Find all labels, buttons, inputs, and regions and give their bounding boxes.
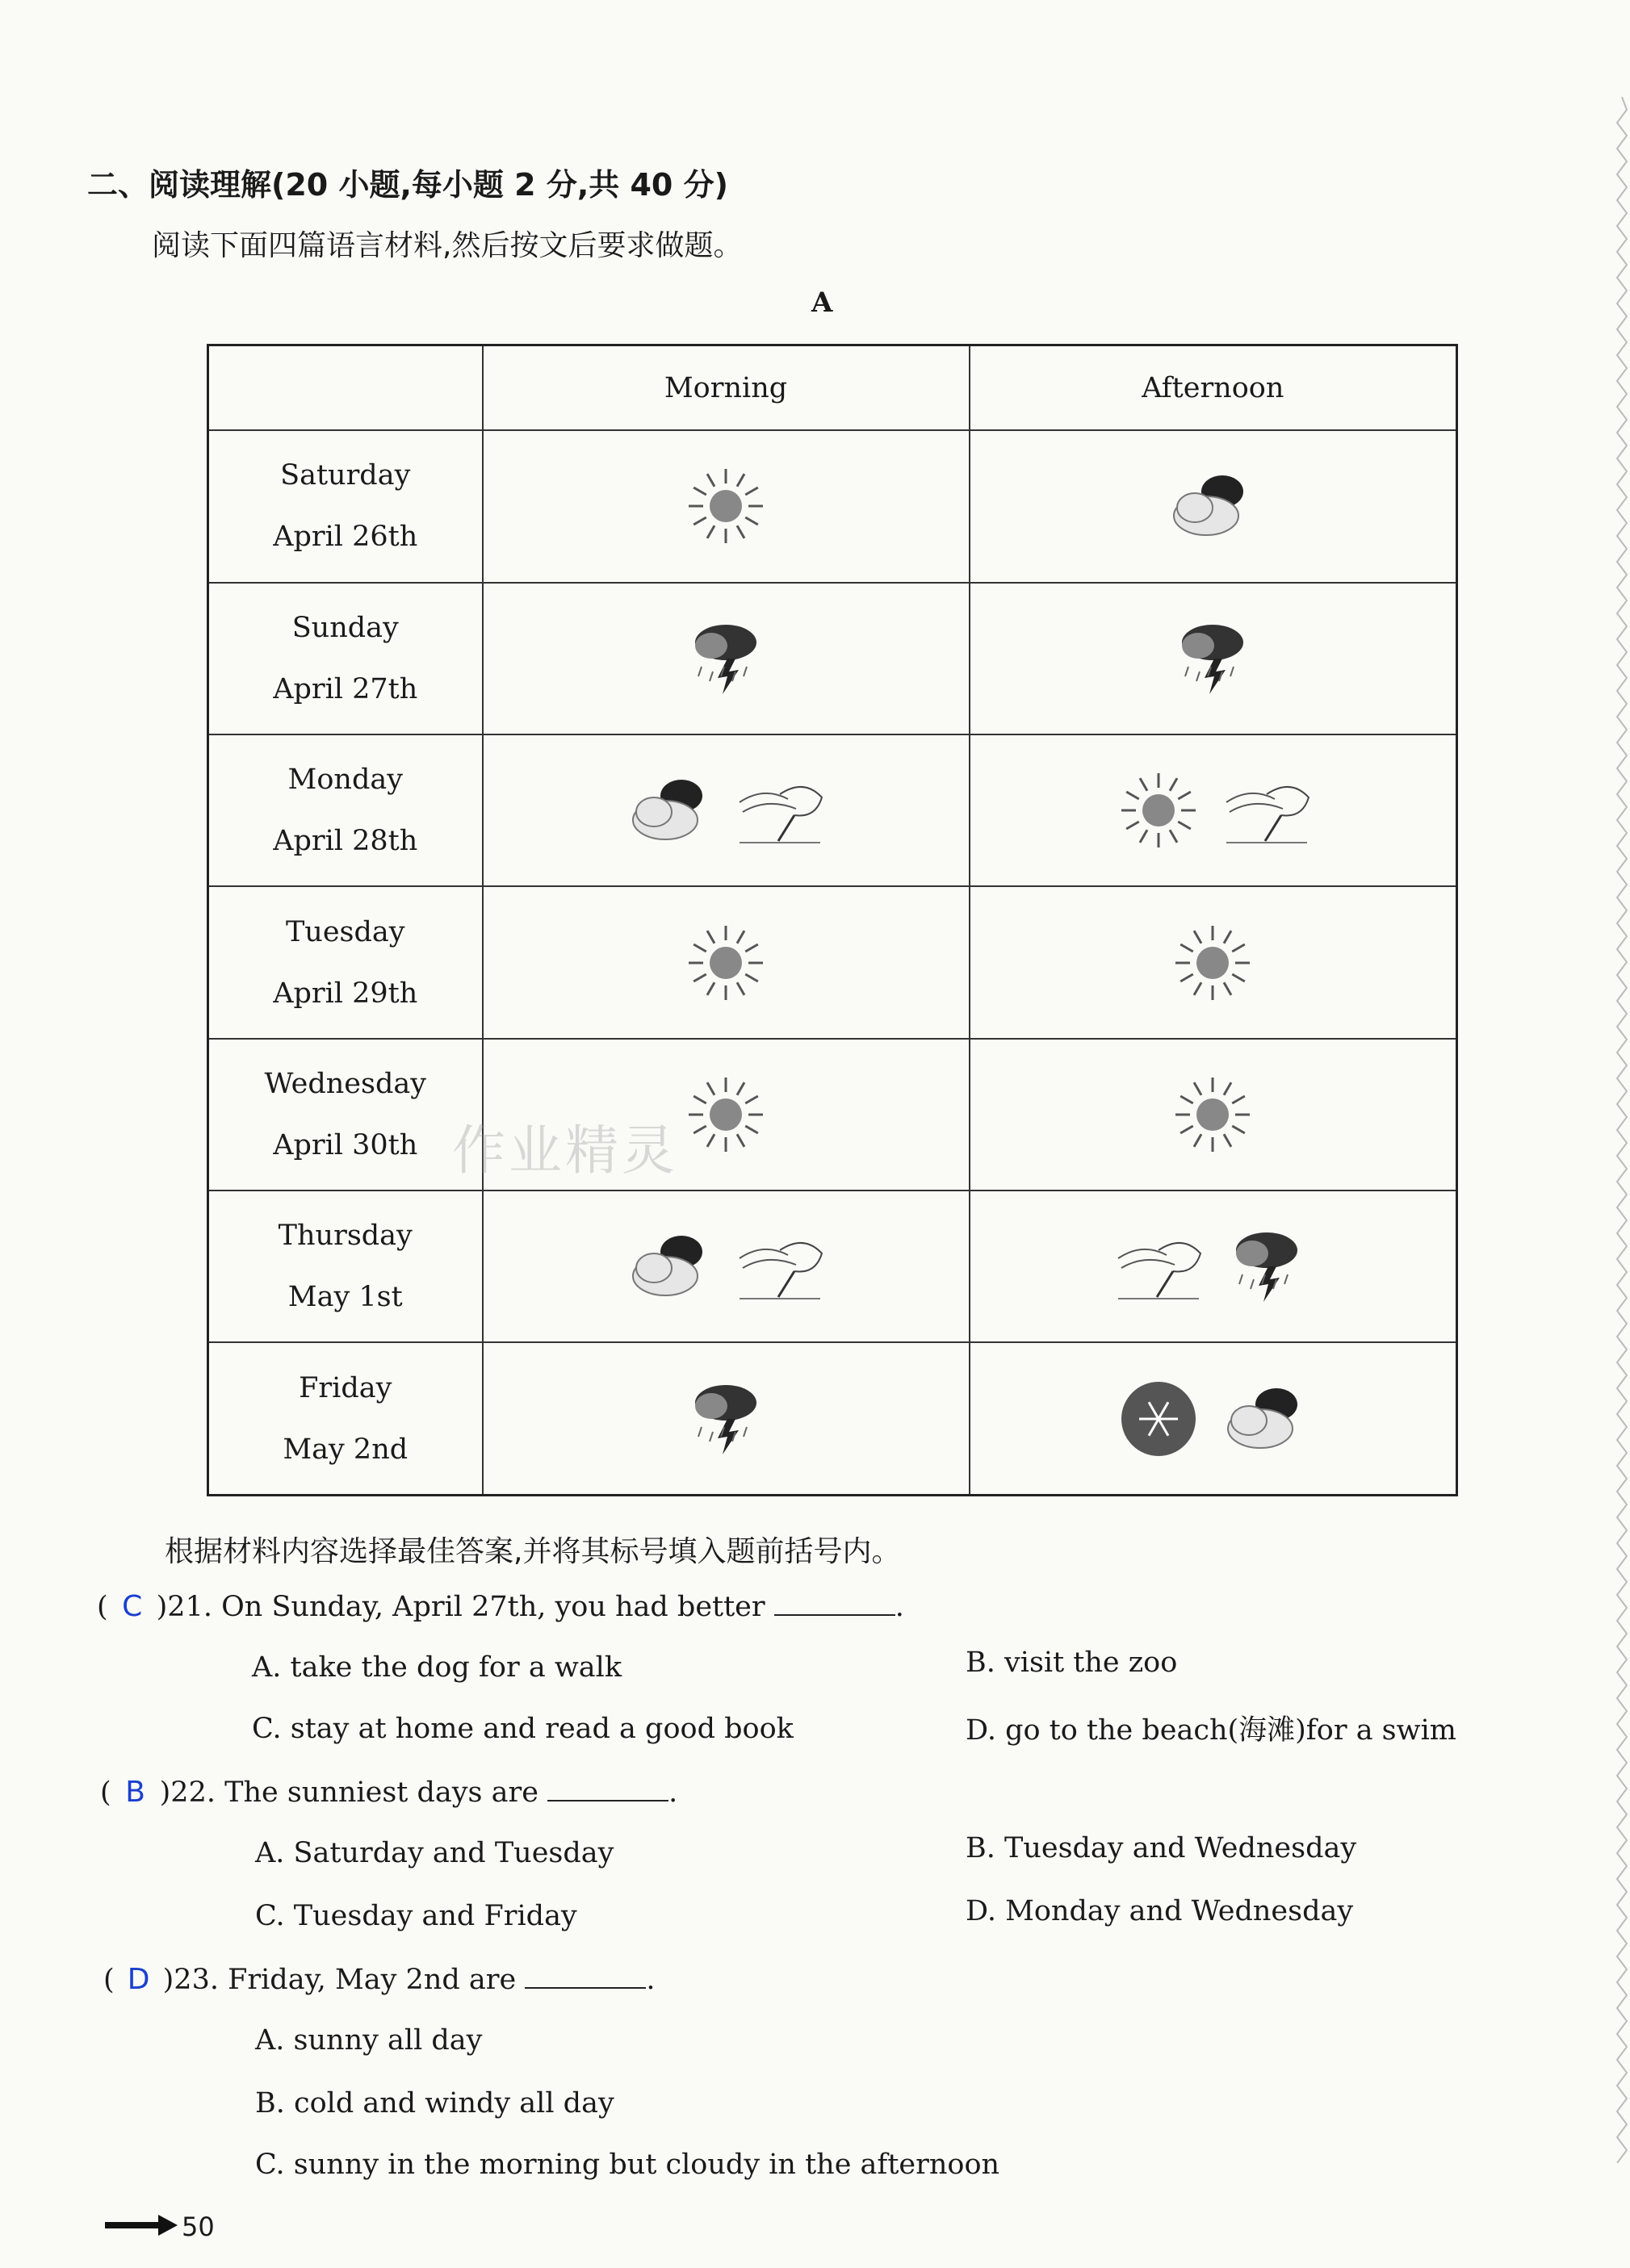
afternoon-weather-cell [970,1039,1457,1190]
afternoon-weather-cell [970,886,1457,1038]
afternoon-weather-cell [970,734,1457,886]
option-23-c: C. sunny in the morning but cloudy in the afternoon [255,2149,1000,2181]
option-23-a: A. sunny all day [255,2024,483,2057]
open-paren: ( [103,1964,115,1996]
page-number: 50 [182,2212,215,2242]
question-22-text: )22. The sunniest days are [159,1776,538,1809]
watermark: 作业精灵 [452,1119,678,1182]
afternoon-weather-cell [970,430,1457,582]
day-cell [208,886,483,1038]
sunny-icon [677,458,774,554]
day-name: Monday [287,764,403,797]
day-name: Wednesday [264,1067,426,1100]
answer-22: B [125,1776,145,1809]
answer-blank [547,1776,668,1801]
header-empty-cell [208,345,483,431]
morning-icons [484,762,969,859]
day-cell [208,1190,483,1342]
answer-blank [774,1590,895,1616]
table-row [208,1039,1457,1190]
afternoon-weather-cell [970,583,1457,734]
day-cell [208,430,483,582]
day-cell [208,1039,483,1190]
thunderstorm-icon [677,610,774,707]
morning-weather-cell [483,1190,970,1342]
afternoon-icons [970,762,1456,859]
windy-icon [731,1218,828,1315]
cloudy-icon [623,1218,720,1315]
arrow-icon [105,2215,178,2236]
option-21-a: A. take the dog for a walk [252,1651,622,1684]
open-paren: ( [97,1591,108,1623]
section-title: 二、阅读理解(20 小题,每小题 2 分,共 40 分) [87,167,728,203]
morning-weather-cell [483,734,970,886]
snow-icon [1110,1370,1207,1467]
section-instruction: 阅读下面四篇语言材料,然后按文后要求做题。 [152,229,743,262]
windy-icon [1218,762,1315,859]
answer-23: D [127,1963,150,1996]
open-paren: ( [100,1776,111,1809]
thunderstorm-icon [1164,610,1261,707]
morning-weather-cell [483,430,970,582]
windy-icon [1110,1218,1207,1315]
answer-21: C [122,1590,143,1623]
table-row [208,583,1457,734]
question-23-text: )23. Friday, May 2nd are [162,1964,517,1996]
day-date: April 28th [273,825,418,858]
day-name: Friday [299,1371,392,1404]
cloudy-icon [1164,458,1261,554]
day-date: May 1st [287,1281,403,1314]
afternoon-icons [970,1218,1456,1315]
option-22-d: D. Monday and Wednesday [966,1895,1354,1927]
weather-table [207,344,1458,1496]
day-date: May 2nd [283,1433,409,1466]
day-cell [208,734,483,886]
morning-icons [484,458,969,554]
afternoon-icons [970,1370,1456,1467]
sunny-icon [677,1066,774,1163]
questions-intro: 根据材料内容选择最佳答案,并将其标号填入题前括号内。 [165,1535,901,1568]
option-21-d: D. go to the beach(海滩)for a swim [966,1714,1456,1747]
sunny-icon [1164,914,1261,1011]
table-header-row [208,345,1457,431]
cloudy-icon [623,762,720,859]
question-22-stem: ( B )22. The sunniest days are . [100,1776,678,1809]
table-row [208,734,1457,886]
afternoon-icons [970,458,1456,554]
table-row [208,886,1457,1038]
binding-edge-icon [1614,97,1630,2163]
question-21-stem: ( C )21. On Sunday, April 27th, you had better . [97,1590,904,1623]
table-row [208,430,1457,582]
option-21-c: C. stay at home and read a good book [252,1713,794,1745]
afternoon-weather-cell [970,1190,1457,1342]
table-row [208,1190,1457,1342]
header-afternoon: Afternoon [970,345,1457,431]
cloudy-icon [1218,1370,1315,1467]
sunny-icon [1110,762,1207,859]
morning-weather-cell [483,583,970,734]
sunny-icon [1164,1066,1261,1163]
afternoon-icons [970,1066,1456,1163]
option-21-b: B. visit the zoo [966,1647,1178,1679]
weather-table-body [208,430,1457,1495]
day-name: Tuesday [285,915,405,948]
day-name: Sunday [291,611,399,644]
morning-icons [484,1370,969,1467]
option-22-b: B. Tuesday and Wednesday [966,1832,1357,1864]
morning-weather-cell [483,886,970,1038]
day-name: Saturday [280,459,411,492]
option-23-b: B. cold and windy all day [255,2087,614,2119]
option-22-c: C. Tuesday and Friday [255,1900,577,1932]
table-row [208,1342,1457,1495]
windy-icon [731,762,828,859]
morning-icons [484,1218,969,1315]
day-cell [208,583,483,734]
thunderstorm-icon [1218,1218,1315,1315]
day-name: Thursday [278,1220,413,1253]
passage-label: A [811,287,833,319]
morning-icons [484,914,969,1011]
afternoon-weather-cell [970,1342,1457,1495]
morning-icons [484,610,969,707]
question-23-stem: ( D )23. Friday, May 2nd are . [103,1963,656,1996]
day-cell [208,1342,483,1495]
day-date: April 29th [273,977,418,1010]
answer-blank [525,1963,646,1989]
option-22-a: A. Saturday and Tuesday [255,1837,614,1869]
morning-weather-cell [483,1342,970,1495]
day-date: April 27th [273,672,418,705]
afternoon-icons [970,610,1456,707]
day-date: April 30th [273,1128,418,1161]
thunderstorm-icon [677,1370,774,1467]
sunny-icon [677,914,774,1011]
afternoon-icons [970,914,1456,1011]
day-date: April 26th [273,521,418,554]
header-morning: Morning [483,345,970,431]
question-21-text: )21. On Sunday, April 27th, you had better [156,1591,765,1623]
